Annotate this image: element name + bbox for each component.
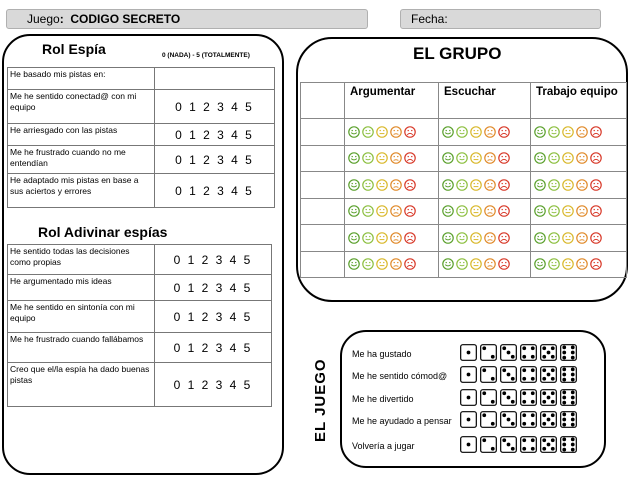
trabajo-rating xyxy=(531,251,627,278)
rol-adivinar-table xyxy=(7,244,272,407)
adivinar-row-label: Me he sentido en sintonía con mi equipo xyxy=(8,301,155,333)
adivinar-row xyxy=(8,301,272,333)
espia-row-label: He basado mis pistas en: xyxy=(8,68,155,90)
rating-face-icon[interactable] xyxy=(390,152,402,164)
die-3-icon[interactable] xyxy=(500,436,517,453)
juego-item-label: Me he sentido cómod@ xyxy=(352,371,448,381)
espia-row-label: Me he frustrado cuando no me entendían xyxy=(8,146,155,174)
rating-face-icon[interactable] xyxy=(498,232,510,244)
rating-face-icon[interactable] xyxy=(376,179,388,191)
rating-face-icon[interactable] xyxy=(470,258,482,270)
rating-face-icon[interactable] xyxy=(456,179,468,191)
trabajo-rating xyxy=(531,119,627,146)
adivinar-row-label: Creo que el/la espía ha dado buenas pistas xyxy=(8,363,155,407)
adivinar-row xyxy=(8,275,272,301)
die-1-icon[interactable] xyxy=(460,436,477,453)
grupo-row-label xyxy=(301,251,345,278)
die-2-icon[interactable] xyxy=(480,366,497,383)
rating-face-icon[interactable] xyxy=(590,232,602,244)
rating-face-icon[interactable] xyxy=(576,205,588,217)
escuchar-rating xyxy=(439,145,531,172)
rating-face-icon[interactable] xyxy=(404,152,416,164)
rating-face-icon[interactable] xyxy=(404,205,416,217)
rating-face-icon[interactable] xyxy=(576,232,588,244)
rating-face-icon[interactable] xyxy=(590,179,602,191)
rating-face-icon[interactable] xyxy=(484,179,496,191)
rating-face-icon[interactable] xyxy=(534,205,546,217)
rating-face-icon[interactable] xyxy=(470,232,482,244)
dice-rating xyxy=(460,411,577,428)
juego-item-label: Me ha gustado xyxy=(352,349,412,359)
die-3-icon[interactable] xyxy=(500,366,517,383)
die-4-icon[interactable] xyxy=(520,411,537,428)
rating-face-icon[interactable] xyxy=(562,152,574,164)
die-3-icon[interactable] xyxy=(500,389,517,406)
espia-row xyxy=(8,146,275,174)
dice-rating xyxy=(460,344,577,361)
rating-face-icon[interactable] xyxy=(590,152,602,164)
rating-face-icon[interactable] xyxy=(442,179,454,191)
rating-face-icon[interactable] xyxy=(348,232,360,244)
rating-face-icon[interactable] xyxy=(362,152,374,164)
rating-face-icon[interactable] xyxy=(548,179,560,191)
col-trabajo: Trabajo equipo xyxy=(531,83,627,119)
rating-face-icon[interactable] xyxy=(562,232,574,244)
adivinar-row xyxy=(8,333,272,363)
espia-row xyxy=(8,90,275,124)
grupo-row-label xyxy=(301,119,345,146)
rating-face-icon[interactable] xyxy=(484,152,496,164)
rating-face-icon[interactable] xyxy=(456,126,468,138)
fecha-bar[interactable] xyxy=(400,9,601,29)
rating-face-icon[interactable] xyxy=(442,152,454,164)
dice-rating xyxy=(460,436,577,453)
escuchar-rating xyxy=(439,119,531,146)
die-2-icon[interactable] xyxy=(480,344,497,361)
rol-adivinar-title: Rol Adivinar espías xyxy=(38,224,168,240)
rating-face-icon[interactable] xyxy=(376,232,388,244)
rating-face-icon[interactable] xyxy=(498,205,510,217)
escuchar-rating xyxy=(439,172,531,199)
juego-value: CODIGO SECRETO xyxy=(70,12,181,26)
grupo-row xyxy=(301,119,627,146)
die-5-icon[interactable] xyxy=(540,366,557,383)
grupo-row-label xyxy=(301,225,345,252)
rating-face-icon[interactable] xyxy=(404,258,416,270)
col-escuchar: Escuchar xyxy=(439,83,531,119)
rating-face-icon[interactable] xyxy=(590,126,602,138)
rating-face-icon[interactable] xyxy=(548,205,560,217)
scale-legend: 0 (NADA) - 5 (TOTALMENTE) xyxy=(162,52,250,59)
die-2-icon[interactable] xyxy=(480,389,497,406)
rating-face-icon[interactable] xyxy=(562,126,574,138)
die-4-icon[interactable] xyxy=(520,389,537,406)
rating-face-icon[interactable] xyxy=(562,258,574,270)
rating-face-icon[interactable] xyxy=(362,258,374,270)
argumentar-rating xyxy=(345,198,439,225)
die-2-icon[interactable] xyxy=(480,411,497,428)
rating-face-icon[interactable] xyxy=(348,179,360,191)
die-6-icon[interactable] xyxy=(560,389,577,406)
rating-face-icon[interactable] xyxy=(376,126,388,138)
rating-face-icon[interactable] xyxy=(498,126,510,138)
die-1-icon[interactable] xyxy=(460,389,477,406)
rating-face-icon[interactable] xyxy=(484,205,496,217)
adivinar-row-label: He argumentado mis ideas xyxy=(8,275,155,301)
escuchar-rating xyxy=(439,225,531,252)
rating-face-icon[interactable] xyxy=(534,258,546,270)
grupo-row-label xyxy=(301,198,345,225)
rating-face-icon[interactable] xyxy=(390,232,402,244)
rating-face-icon[interactable] xyxy=(548,152,560,164)
rating-face-icon[interactable] xyxy=(548,126,560,138)
grupo-corner xyxy=(301,83,345,119)
adivinar-row-label: Me he frustrado cuando fallábamos xyxy=(8,333,155,363)
adivinar-row-scale[interactable]: 0 1 2 3 4 5 xyxy=(155,363,272,407)
rating-face-icon[interactable] xyxy=(456,258,468,270)
rating-face-icon[interactable] xyxy=(470,152,482,164)
rating-face-icon[interactable] xyxy=(484,258,496,270)
grupo-table xyxy=(300,82,627,278)
dice-rating xyxy=(460,389,577,406)
adivinar-row-scale[interactable]: 0 1 2 3 4 5 xyxy=(155,245,272,275)
die-4-icon[interactable] xyxy=(520,366,537,383)
espia-row-scale[interactable]: 0 1 2 3 4 5 xyxy=(155,146,275,174)
die-6-icon[interactable] xyxy=(560,366,577,383)
die-4-icon[interactable] xyxy=(520,344,537,361)
rating-face-icon[interactable] xyxy=(534,126,546,138)
adivinar-row xyxy=(8,245,272,275)
rating-face-icon[interactable] xyxy=(376,258,388,270)
rating-face-icon[interactable] xyxy=(404,179,416,191)
rating-face-icon[interactable] xyxy=(590,258,602,270)
rol-espia-title: Rol Espía xyxy=(42,41,106,57)
espia-row-scale[interactable]: 0 1 2 3 4 5 xyxy=(155,174,275,208)
rating-face-icon[interactable] xyxy=(376,152,388,164)
rating-face-icon[interactable] xyxy=(348,126,360,138)
die-1-icon[interactable] xyxy=(460,344,477,361)
juego-item-label: Volvería a jugar xyxy=(352,441,415,451)
rating-face-icon[interactable] xyxy=(534,179,546,191)
fecha-label: Fecha: xyxy=(411,12,448,26)
argumentar-rating xyxy=(345,119,439,146)
trabajo-rating xyxy=(531,225,627,252)
espia-row-label: He adaptado mis pistas en base a sus aciertos y errores xyxy=(8,174,155,208)
espia-row xyxy=(8,68,275,90)
rating-face-icon[interactable] xyxy=(348,258,360,270)
espia-row-scale[interactable]: 0 1 2 3 4 5 xyxy=(155,90,275,124)
rating-face-icon[interactable] xyxy=(362,126,374,138)
rating-face-icon[interactable] xyxy=(484,126,496,138)
rating-face-icon[interactable] xyxy=(576,258,588,270)
escuchar-rating xyxy=(439,198,531,225)
rating-face-icon[interactable] xyxy=(470,205,482,217)
die-3-icon[interactable] xyxy=(500,411,517,428)
espia-row xyxy=(8,124,275,146)
die-5-icon[interactable] xyxy=(540,344,557,361)
espia-row-label: He arriesgado con las pistas xyxy=(8,124,155,146)
rating-face-icon[interactable] xyxy=(362,179,374,191)
grupo-title: EL GRUPO xyxy=(413,44,502,63)
rol-espia-table xyxy=(7,67,275,208)
juego-item-label: Me he divertido xyxy=(352,394,414,404)
rating-face-icon[interactable] xyxy=(498,258,510,270)
die-5-icon[interactable] xyxy=(540,389,557,406)
rating-face-icon[interactable] xyxy=(456,232,468,244)
rating-face-icon[interactable] xyxy=(548,258,560,270)
rating-face-icon[interactable] xyxy=(456,152,468,164)
rating-face-icon[interactable] xyxy=(562,179,574,191)
rating-face-icon[interactable] xyxy=(376,205,388,217)
rating-face-icon[interactable] xyxy=(548,232,560,244)
espia-row-label: Me he sentido conectad@ con mi equipo xyxy=(8,90,155,124)
rating-face-icon[interactable] xyxy=(390,126,402,138)
rating-face-icon[interactable] xyxy=(404,232,416,244)
grupo-row xyxy=(301,225,627,252)
trabajo-rating xyxy=(531,145,627,172)
die-4-icon[interactable] xyxy=(520,436,537,453)
rating-face-icon[interactable] xyxy=(562,205,574,217)
grupo-row xyxy=(301,251,627,278)
espia-row-scale[interactable]: 0 1 2 3 4 5 xyxy=(155,124,275,146)
rating-face-icon[interactable] xyxy=(362,205,374,217)
dice-rating xyxy=(460,366,577,383)
espia-row-scale[interactable] xyxy=(155,68,275,90)
rating-face-icon[interactable] xyxy=(590,205,602,217)
adivinar-row-scale[interactable]: 0 1 2 3 4 5 xyxy=(155,333,272,363)
grupo-row-label xyxy=(301,172,345,199)
rating-face-icon[interactable] xyxy=(534,232,546,244)
juego-bar: Juego: CODIGO SECRETO xyxy=(6,9,368,29)
grupo-row xyxy=(301,198,627,225)
juego-item-label: Me he ayudado a pensar xyxy=(352,416,452,426)
die-6-icon[interactable] xyxy=(560,344,577,361)
rating-face-icon[interactable] xyxy=(348,205,360,217)
rating-face-icon[interactable] xyxy=(348,152,360,164)
trabajo-rating xyxy=(531,172,627,199)
rating-face-icon[interactable] xyxy=(442,232,454,244)
rating-face-icon[interactable] xyxy=(390,258,402,270)
rating-face-icon[interactable] xyxy=(576,126,588,138)
trabajo-rating xyxy=(531,198,627,225)
die-2-icon[interactable] xyxy=(480,436,497,453)
rating-face-icon[interactable] xyxy=(390,179,402,191)
rating-face-icon[interactable] xyxy=(456,205,468,217)
adivinar-row-scale[interactable]: 0 1 2 3 4 5 xyxy=(155,275,272,301)
rating-face-icon[interactable] xyxy=(442,126,454,138)
rating-face-icon[interactable] xyxy=(390,205,402,217)
die-3-icon[interactable] xyxy=(500,344,517,361)
rating-face-icon[interactable] xyxy=(404,126,416,138)
rating-face-icon[interactable] xyxy=(576,152,588,164)
rating-face-icon[interactable] xyxy=(498,179,510,191)
rating-face-icon[interactable] xyxy=(484,232,496,244)
die-5-icon[interactable] xyxy=(540,411,557,428)
die-1-icon[interactable] xyxy=(460,366,477,383)
juego-label: Juego xyxy=(27,12,60,26)
adivinar-row xyxy=(8,363,272,407)
rating-face-icon[interactable] xyxy=(442,205,454,217)
espia-row xyxy=(8,174,275,208)
rating-face-icon[interactable] xyxy=(470,126,482,138)
die-1-icon[interactable] xyxy=(460,411,477,428)
argumentar-rating xyxy=(345,172,439,199)
die-5-icon[interactable] xyxy=(540,436,557,453)
escuchar-rating xyxy=(439,251,531,278)
rating-face-icon[interactable] xyxy=(362,232,374,244)
die-6-icon[interactable] xyxy=(560,411,577,428)
argumentar-rating xyxy=(345,145,439,172)
rating-face-icon[interactable] xyxy=(498,152,510,164)
argumentar-rating xyxy=(345,225,439,252)
rating-face-icon[interactable] xyxy=(442,258,454,270)
rating-face-icon[interactable] xyxy=(576,179,588,191)
argumentar-rating xyxy=(345,251,439,278)
col-argumentar: Argumentar xyxy=(345,83,439,119)
grupo-row xyxy=(301,172,627,199)
grupo-row xyxy=(301,145,627,172)
juego-section-title: EL JUEGO xyxy=(312,358,329,442)
grupo-row-label xyxy=(301,145,345,172)
die-6-icon[interactable] xyxy=(560,436,577,453)
rating-face-icon[interactable] xyxy=(534,152,546,164)
adivinar-row-scale[interactable]: 0 1 2 3 4 5 xyxy=(155,301,272,333)
adivinar-row-label: He sentido todas las decisiones como propias xyxy=(8,245,155,275)
rating-face-icon[interactable] xyxy=(470,179,482,191)
